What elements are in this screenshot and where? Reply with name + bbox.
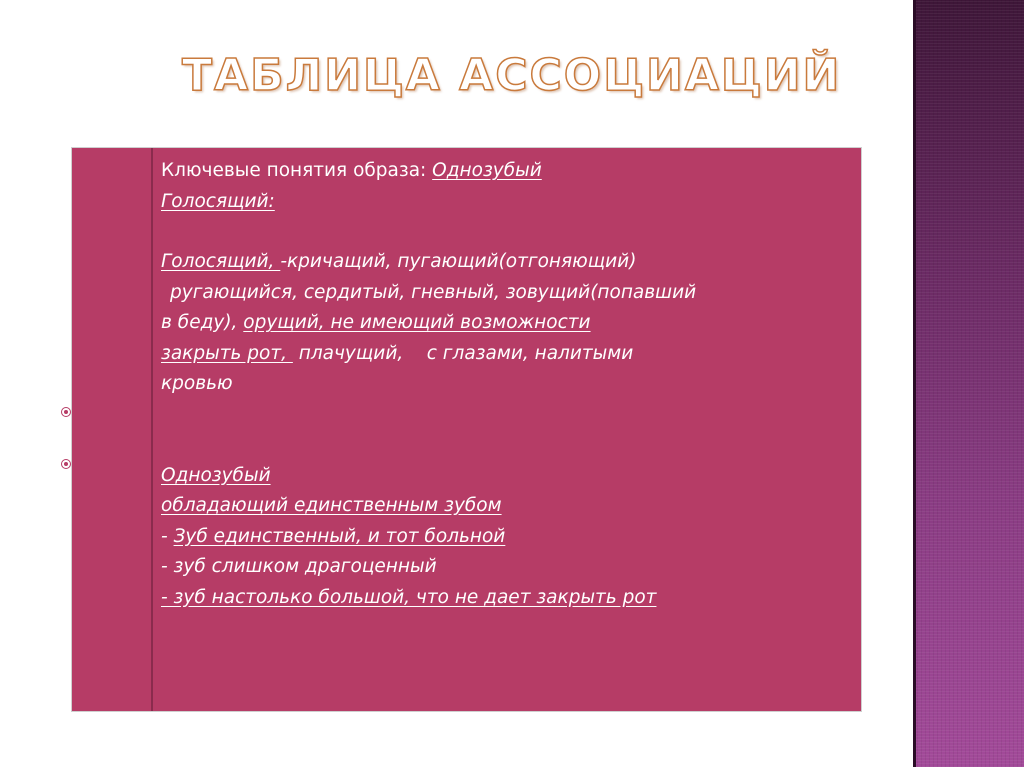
content-line: кровью	[161, 373, 233, 394]
slide-title: ТАБЛИЦА АССОЦИАЦИЙ	[182, 50, 842, 101]
content-line: в беду), орущий, не имеющий возможности	[161, 312, 591, 333]
bullet-icon	[61, 407, 71, 417]
content-line: ругающийся, сердитый, гневный, зовущий(попавший	[170, 281, 697, 303]
content-line: Однозубый	[161, 464, 271, 486]
side-panel-edge	[913, 0, 916, 767]
content-line: - Зуб единственный, и тот больной	[161, 525, 506, 547]
association-table	[71, 147, 862, 712]
term-link: Однозубый	[432, 160, 542, 181]
decorative-side-panel	[913, 0, 1024, 767]
content-line: Ключевые понятия образа: Однозубый	[161, 160, 542, 181]
content-line: Голосящий, -кричащий, пугающий(отгоняющий)	[161, 251, 637, 272]
bullet-icon	[61, 459, 71, 469]
cell-content	[161, 156, 851, 613]
content-line: - зуб слишком драгоценный	[161, 556, 437, 577]
content-line: обладающий единственным зубом	[161, 495, 502, 516]
table-left-cell	[72, 148, 153, 711]
table-right-cell	[153, 148, 861, 711]
content-line: - зуб настолько большой, что не дает закрыть рот	[161, 586, 657, 608]
content-line: Голосящий:	[161, 190, 275, 212]
content-line: закрыть рот, плачущий, с глазами, налитыми	[161, 342, 634, 364]
